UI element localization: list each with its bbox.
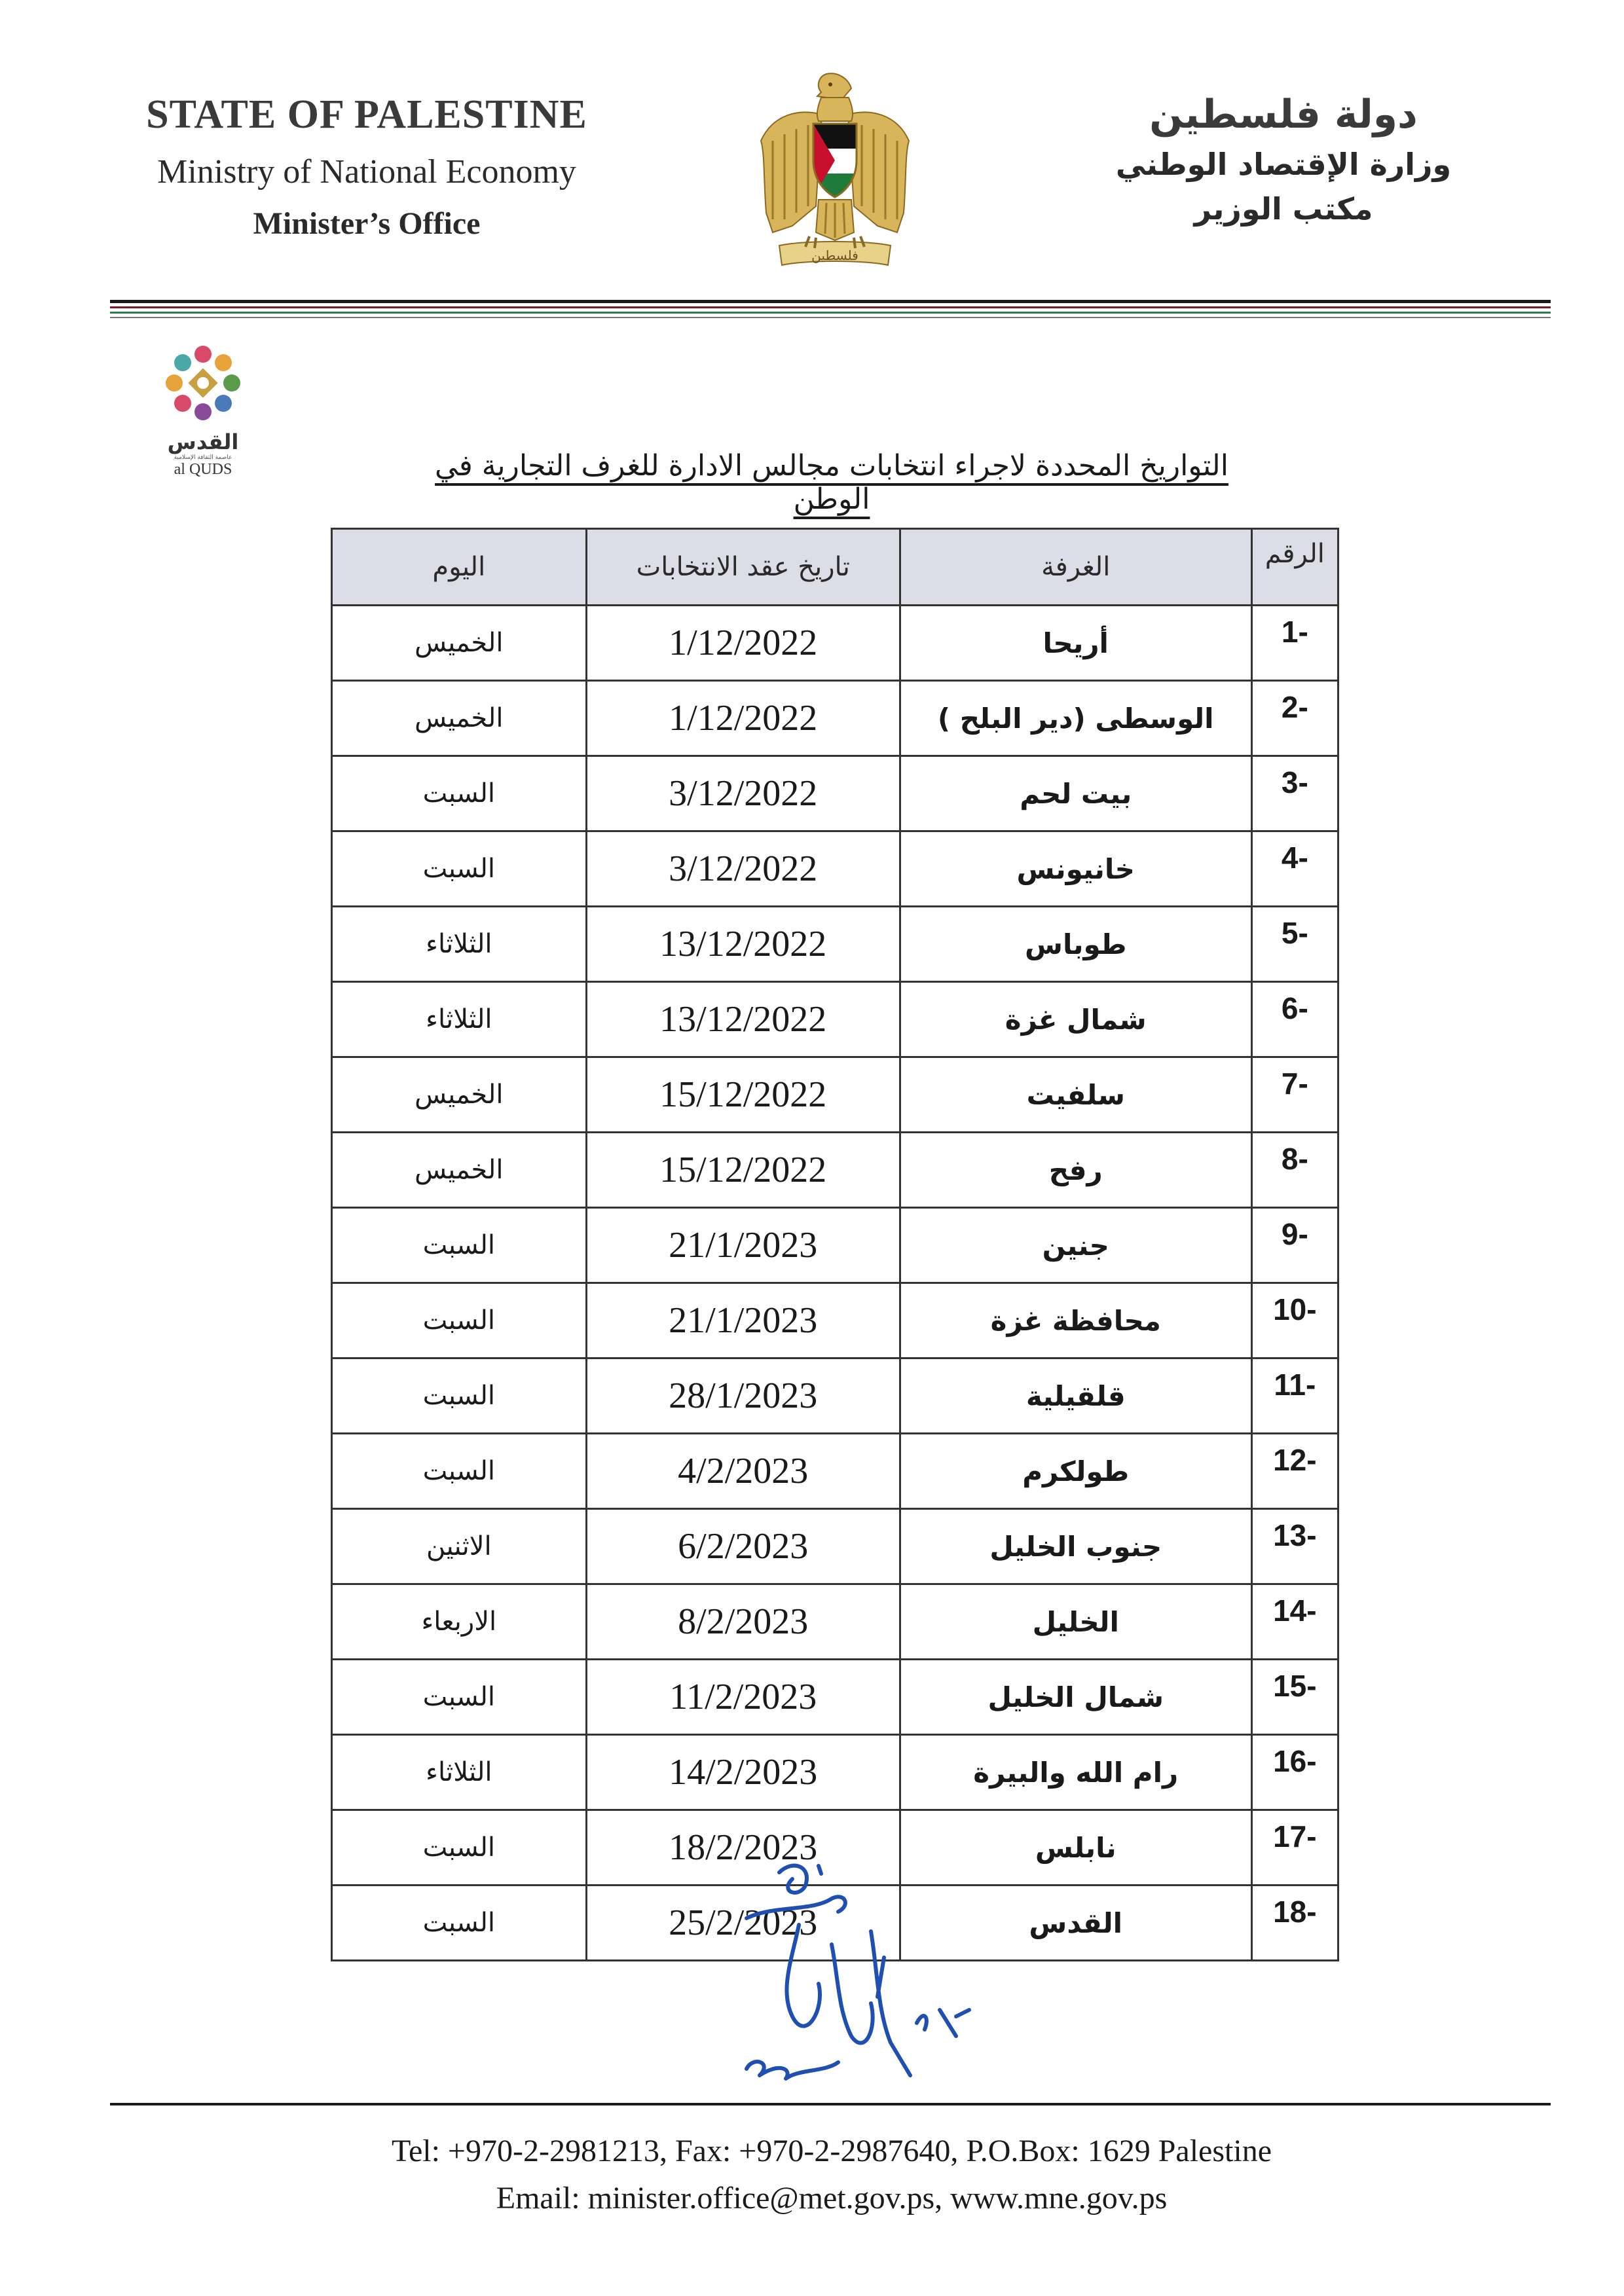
header-rule-black	[110, 300, 1551, 303]
row-chamber: القدس	[900, 1886, 1251, 1961]
row-day: السبت	[332, 1660, 587, 1735]
table-row	[332, 756, 1338, 831]
row-num: -17	[1251, 1810, 1338, 1886]
row-num: -11	[1251, 1358, 1338, 1434]
office-name-ar: مكتب الوزير	[1194, 191, 1373, 227]
row-chamber: رام الله والبيرة	[900, 1735, 1251, 1810]
row-chamber: محافظة غزة	[900, 1283, 1251, 1358]
row-num: -8	[1251, 1133, 1338, 1208]
row-day: السبت	[332, 1358, 587, 1434]
footer-rule	[110, 2103, 1551, 2105]
header-day: اليوم	[332, 529, 587, 606]
minister-signature	[681, 1846, 1008, 2095]
row-num: -5	[1251, 907, 1338, 982]
row-day: الخميس	[332, 1057, 587, 1133]
ministry-name-en: Ministry of National Economy	[157, 153, 576, 191]
row-chamber: رفح	[900, 1133, 1251, 1208]
table-row	[332, 1283, 1338, 1358]
table-row	[332, 1660, 1338, 1735]
row-date: 11/2/2023	[586, 1660, 900, 1735]
row-num: -2	[1251, 681, 1338, 756]
al-quds-logo-en: al QUDS	[174, 461, 232, 478]
row-day: الثلاثاء	[332, 907, 587, 982]
row-date: 25/2/2023	[586, 1886, 900, 1961]
row-num: -13	[1251, 1509, 1338, 1584]
row-date: 15/12/2022	[586, 1057, 900, 1133]
state-name-en: STATE OF PALESTINE	[146, 92, 587, 137]
row-num: -3	[1251, 756, 1338, 831]
row-chamber: الوسطى (دير البلح )	[900, 681, 1251, 756]
row-chamber: شمال غزة	[900, 982, 1251, 1057]
table-row	[332, 681, 1338, 756]
row-date: 13/12/2022	[586, 907, 900, 982]
row-chamber: جنوب الخليل	[900, 1509, 1251, 1584]
elections-schedule-table	[331, 528, 1339, 1961]
row-date: 4/2/2023	[586, 1434, 900, 1509]
header-rule-gray	[110, 317, 1551, 318]
row-num: -12	[1251, 1434, 1338, 1509]
al-quds-flower-icon	[154, 340, 252, 426]
row-date: 8/2/2023	[586, 1584, 900, 1660]
row-chamber: نابلس	[900, 1810, 1251, 1886]
ministry-name-ar: وزارة الإقتصاد الوطني	[1115, 147, 1452, 182]
row-date: 15/12/2022	[586, 1133, 900, 1208]
row-day: الاثنين	[332, 1509, 587, 1584]
row-day: السبت	[332, 1283, 587, 1358]
row-chamber: جنين	[900, 1208, 1251, 1283]
row-date: 6/2/2023	[586, 1509, 900, 1584]
table-row	[332, 1133, 1338, 1208]
row-day: الخميس	[332, 1133, 587, 1208]
palestine-eagle-emblem	[753, 69, 917, 285]
row-chamber: شمال الخليل	[900, 1660, 1251, 1735]
row-day: الثلاثاء	[332, 982, 587, 1057]
row-num: -18	[1251, 1886, 1338, 1961]
table-row	[332, 606, 1338, 681]
row-num: -6	[1251, 982, 1338, 1057]
row-date: 13/12/2022	[586, 982, 900, 1057]
table-row	[332, 831, 1338, 907]
header-english	[131, 92, 602, 242]
row-chamber: طوباس	[900, 907, 1251, 982]
row-day: الخميس	[332, 681, 587, 756]
row-date: 21/1/2023	[586, 1208, 900, 1283]
header-chamber: الغرفة	[900, 529, 1251, 606]
state-name-ar: دولة فلسطين	[1149, 92, 1418, 137]
al-quds-logo-ar: القدس	[167, 429, 239, 454]
emblem-banner-text: فلسطين	[811, 247, 858, 263]
row-date: 1/12/2022	[586, 606, 900, 681]
row-chamber: قلقيلية	[900, 1358, 1251, 1434]
row-day: السبت	[332, 756, 587, 831]
row-date: 21/1/2023	[586, 1283, 900, 1358]
row-num: -15	[1251, 1660, 1338, 1735]
row-chamber: بيت لحم	[900, 756, 1251, 831]
table-row	[332, 1208, 1338, 1283]
header-arabic	[1054, 92, 1513, 227]
row-day: الثلاثاء	[332, 1735, 587, 1810]
table-row	[332, 1509, 1338, 1584]
footer-contact-line: Tel: +970-2-2981213, Fax: +970-2-2987640, P.O.Box: 1629 Palestine	[391, 2134, 1272, 2168]
header-date: تاريخ عقد الانتخابات	[586, 529, 900, 606]
row-num: -4	[1251, 831, 1338, 907]
header-rule-red	[110, 306, 1551, 308]
row-chamber: الخليل	[900, 1584, 1251, 1660]
row-num: -10	[1251, 1283, 1338, 1358]
row-day: الخميس	[332, 606, 587, 681]
table-row	[332, 1735, 1338, 1810]
header-num: الرقم	[1251, 529, 1338, 606]
footer-email-line: Email: minister.office@met.gov.ps, www.mne.gov.ps	[496, 2181, 1168, 2215]
al-quds-logo	[151, 340, 255, 498]
row-date: 3/12/2022	[586, 756, 900, 831]
row-num: -7	[1251, 1057, 1338, 1133]
row-chamber: خانيونس	[900, 831, 1251, 907]
row-day: السبت	[332, 1810, 587, 1886]
row-day: السبت	[332, 1886, 587, 1961]
row-num: -9	[1251, 1208, 1338, 1283]
row-date: 18/2/2023	[586, 1810, 900, 1886]
row-chamber: أريحا	[900, 606, 1251, 681]
row-num: -1	[1251, 606, 1338, 681]
table-row	[332, 982, 1338, 1057]
row-date: 3/12/2022	[586, 831, 900, 907]
table-row	[332, 1057, 1338, 1133]
row-day: الاربعاء	[332, 1584, 587, 1660]
table-header-row	[332, 529, 1338, 606]
row-chamber: طولكرم	[900, 1434, 1251, 1509]
row-day: السبت	[332, 1208, 587, 1283]
document-title: التواريخ المحددة لاجراء انتخابات مجالس الادارة للغرف التجارية في الوطن	[435, 449, 1228, 516]
office-name-en: Minister’s Office	[253, 206, 481, 241]
row-day: السبت	[332, 831, 587, 907]
table-row	[332, 1358, 1338, 1434]
table-row	[332, 1584, 1338, 1660]
row-date: 1/12/2022	[586, 681, 900, 756]
row-chamber: سلفيت	[900, 1057, 1251, 1133]
row-date: 28/1/2023	[586, 1358, 900, 1434]
row-num: -16	[1251, 1735, 1338, 1810]
row-day: السبت	[332, 1434, 587, 1509]
row-date: 14/2/2023	[586, 1735, 900, 1810]
table-row	[332, 1434, 1338, 1509]
al-quds-logo-subtitle: عاصمة الثقافة الإسلامية	[174, 454, 232, 461]
header-rule-green	[110, 312, 1551, 314]
row-num: -14	[1251, 1584, 1338, 1660]
table-row	[332, 907, 1338, 982]
